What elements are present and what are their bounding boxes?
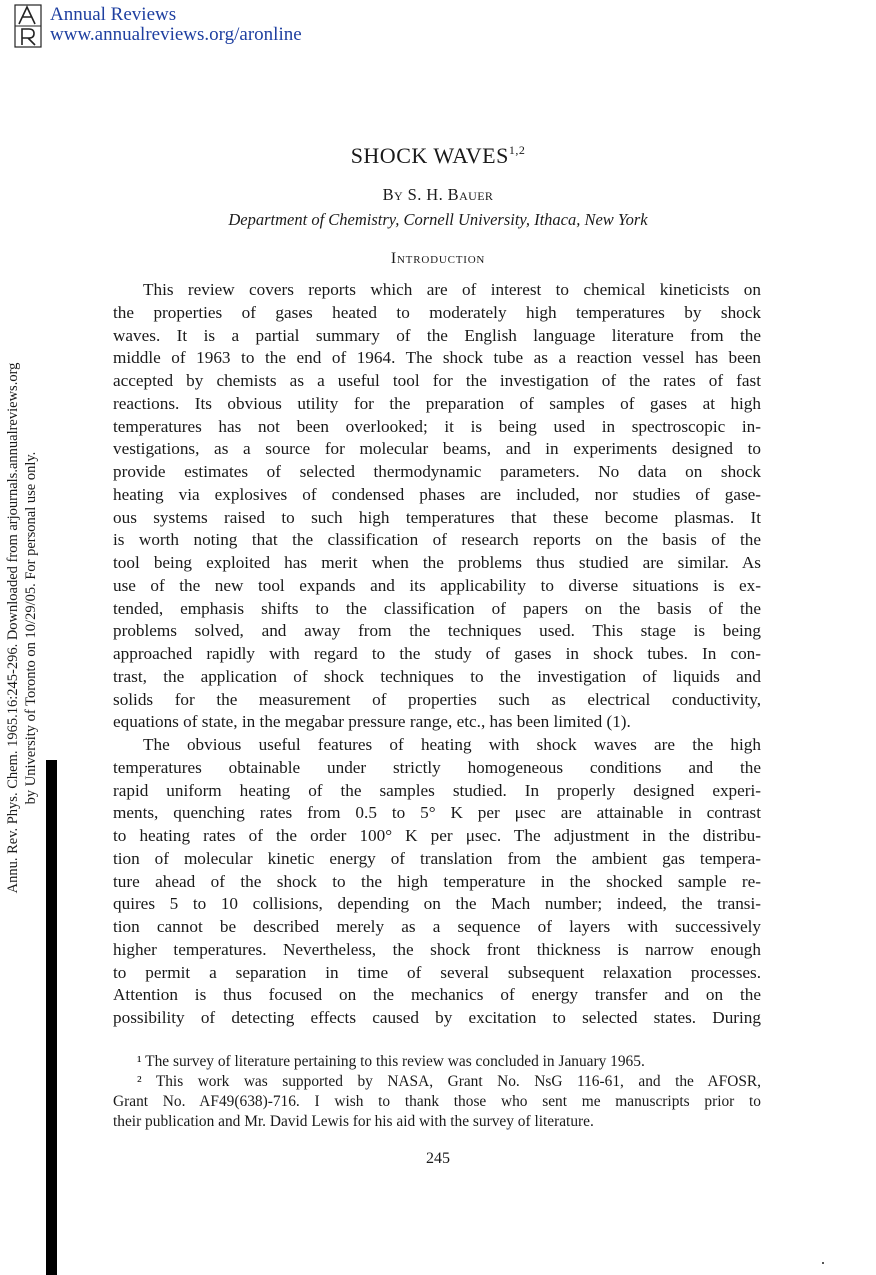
body-line: Attention is thus focused on the mechanics of energy transfer and on the: [113, 985, 761, 1005]
download-note-line-2: by University of Toronto on 10/29/05. For personal use only.: [23, 451, 39, 805]
body-line: ments, quenching rates from 0.5 to 5° K per μsec are attainable in contrast: [113, 803, 761, 823]
body-line: waves. It is a partial summary of the English language literature from the: [113, 325, 761, 345]
article-title: [0, 143, 876, 169]
footnote-line: ¹ The survey of literature pertaining to this review was concluded in January 1965.: [137, 1053, 645, 1070]
body-line: ture ahead of the shock to the high temperature in the shocked sample re-: [113, 871, 761, 891]
body-line: reactions. Its obvious utility for the preparation of samples of gases at high: [113, 393, 761, 413]
author-name: S. H. Bauer: [407, 185, 494, 204]
body-line: temperatures obtainable under strictly homogeneous conditions and the: [113, 757, 761, 777]
page-number: 245: [426, 1150, 450, 1167]
publisher-header: [50, 5, 302, 45]
article-body: [113, 279, 761, 1030]
body-line: provide estimates of selected thermodynamic parameters. No data on shock: [113, 462, 761, 481]
margin-bar: [46, 760, 57, 1275]
download-note: [4, 308, 40, 948]
annual-reviews-logo-icon: [14, 4, 42, 48]
body-line: heating via explosives of condensed phases are included, nor studies of gase-: [113, 484, 761, 504]
body-line: use of the new tool expands and its applicability to diverse situations is ex-: [113, 575, 761, 595]
publisher-url-link[interactable]: www.annualreviews.org/aronline: [50, 24, 302, 45]
body-line: approached rapidly with regard to the study of gases in shock tubes. In con-: [113, 644, 761, 663]
scan-speck: [822, 1262, 824, 1264]
body-line: possibility of detecting effects caused by excitation to selected states. During: [113, 1008, 761, 1027]
body-line: This review covers reports which are of interest to chemical kineticists on: [143, 280, 761, 299]
byline: [0, 185, 876, 205]
author-affiliation: Department of Chemistry, Cornell University, Ithaca, New York: [228, 210, 648, 229]
body-line: to heating rates of the order 100° K per μsec. The adjustment in the distribu-: [113, 826, 761, 845]
body-line: middle of 1963 to the end of 1964. The shock tube as a reaction vessel has been: [113, 348, 761, 368]
body-line: quires 5 to 10 collisions, depending on the Mach number; indeed, the transi-: [113, 894, 761, 914]
body-line: rapid uniform heating of the samples studied. In properly designed experi-: [113, 780, 761, 800]
body-line: accepted by chemists as a useful tool for the investigation of the rates of fast: [113, 371, 761, 390]
body-line: solids for the measurement of properties such as electrical conductivity,: [113, 689, 761, 709]
footnotes: [113, 1052, 761, 1132]
body-line: to permit a separation in time of several subsequent relaxation processes.: [113, 962, 761, 982]
body-line: tion of molecular kinetic energy of translation from the ambient gas tempera-: [113, 848, 761, 868]
body-line: temperatures has not been overlooked; it is being used in spectroscopic in-: [113, 416, 761, 436]
body-line: higher temperatures. Nevertheless, the shock front thickness is narrow enough: [113, 939, 761, 959]
body-line: tion cannot be described merely as a sequence of layers with successively: [113, 917, 761, 936]
body-line: trast, the application of shock techniques to the investigation of liquids and: [113, 666, 761, 686]
footnote-line: ² This work was supported by NASA, Grant No. NsG 116-61, and the AFOSR,: [137, 1073, 761, 1090]
byline-prefix: By: [382, 185, 404, 204]
footnote-line: Grant No. AF49(638)-716. I wish to thank those who sent me manuscripts prior to: [113, 1093, 761, 1110]
body-line: is worth noting that the classification of research reports on the basis of the: [113, 530, 761, 550]
publisher-name[interactable]: Annual Reviews: [50, 4, 177, 25]
body-line: tended, emphasis shifts to the classification of papers on the basis of the: [113, 598, 761, 618]
title-footnote-refs: 1,2: [508, 143, 526, 157]
body-line: ous systems raised to such high temperatures that these become plasmas. It: [113, 507, 761, 527]
body-line: vestigations, as a source for molecular beams, and in experiments designed to: [113, 439, 761, 459]
body-line: the properties of gases heated to moderately high temperatures by shock: [113, 302, 761, 322]
article-title-text: SHOCK WAVES: [350, 143, 509, 168]
footnote-line: their publication and Mr. David Lewis for his aid with the survey of literature.: [113, 1113, 594, 1130]
body-line: The obvious useful features of heating with shock waves are the high: [143, 735, 761, 754]
section-heading: Introduction: [390, 250, 486, 267]
body-line: tool being exploited has merit when the problems thus studied are similar. As: [113, 553, 761, 572]
download-note-line-1: Annu. Rev. Phys. Chem. 1965.16:245-296. Downloaded from arjournals.annualreviews.org: [5, 362, 21, 894]
body-line: problems solved, and away from the techniques used. This stage is being: [113, 621, 761, 641]
body-line: equations of state, in the megabar pressure range, etc., has been limited (1).: [113, 712, 631, 732]
